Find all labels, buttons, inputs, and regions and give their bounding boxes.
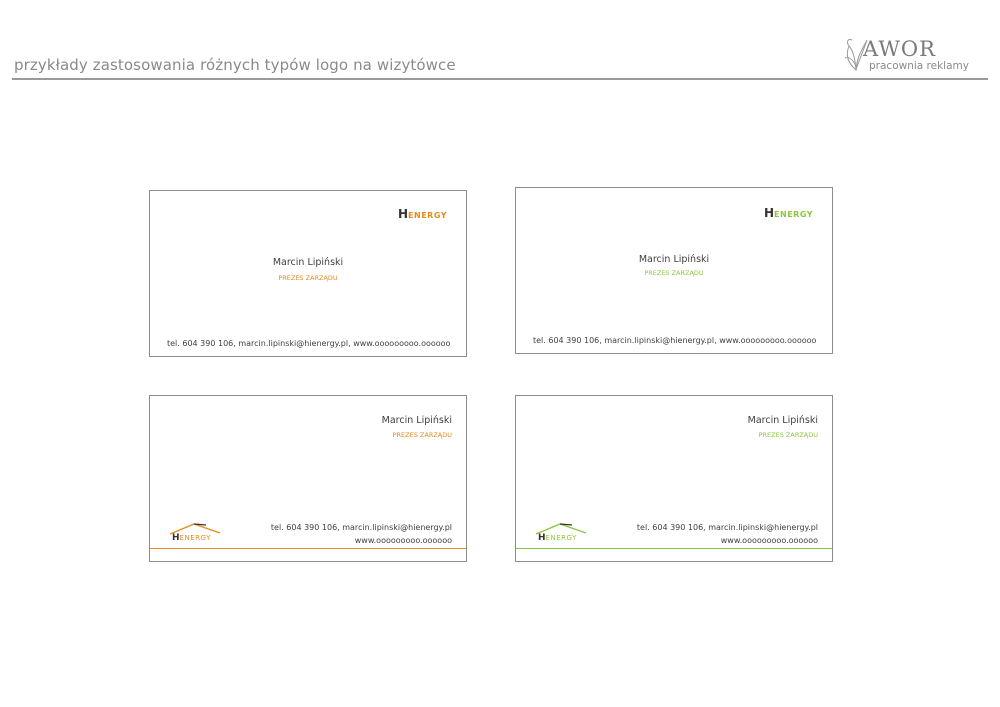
logo-text — [172, 533, 211, 543]
card-name: Marcin Lipiński — [272, 257, 344, 268]
card-role: PREZES ZARZĄDU — [278, 274, 338, 282]
accent-line — [150, 548, 466, 550]
card-role: PREZES ZARZĄDU — [758, 431, 818, 439]
card-contact-phone-email: tel. 604 390 106, marcin.lipinski@hienergy.pl — [270, 523, 452, 532]
card-name: Marcin Lipiński — [747, 415, 818, 426]
card-contact: tel. 604 390 106, marcin.lipinski@hienergy.pl, www.ooooooooo.oooooo — [533, 336, 817, 345]
card-role: PREZES ZARZĄDU — [644, 269, 704, 277]
logo-h: H — [172, 533, 180, 543]
logo-energy: ENERGY — [408, 211, 448, 220]
logo-energy: ENERGY — [774, 210, 814, 219]
logo-energy: ENERGY — [545, 534, 577, 542]
brand-name: AWOR — [863, 37, 936, 61]
card-contact: tel. 604 390 106, marcin.lipinski@hienergy.pl, www.ooooooooo.oooooo — [167, 339, 451, 348]
card-contact-www: www.ooooooooo.oooooo — [720, 536, 818, 545]
card-name: Marcin Lipiński — [638, 254, 710, 265]
business-card-green-right — [515, 395, 833, 562]
card-role: PREZES ZARZĄDU — [392, 431, 452, 439]
business-card-orange-right — [149, 395, 467, 562]
page-title: przykłady zastosowania różnych typów logo na wizytówce — [14, 56, 456, 74]
card-contact-phone-email: tel. 604 390 106, marcin.lipinski@hienergy.pl — [636, 523, 818, 532]
hienergy-logo — [764, 202, 813, 221]
accent-line — [516, 548, 832, 550]
logo-h: H — [398, 207, 409, 221]
business-card-green-centered — [515, 187, 833, 354]
business-card-orange-centered — [149, 190, 467, 357]
brand-logo — [843, 36, 983, 76]
hienergy-logo — [398, 203, 447, 222]
card-name: Marcin Lipiński — [381, 415, 452, 426]
hienergy-house-logo — [168, 521, 228, 547]
logo-text — [538, 533, 577, 543]
card-contact-www: www.ooooooooo.oooooo — [354, 536, 452, 545]
logo-h: H — [538, 533, 546, 543]
hienergy-house-logo — [534, 521, 594, 547]
brand-subtitle: pracownia reklamy — [869, 60, 969, 72]
logo-h: H — [764, 206, 775, 220]
header-divider — [12, 78, 988, 80]
logo-energy: ENERGY — [179, 534, 211, 542]
